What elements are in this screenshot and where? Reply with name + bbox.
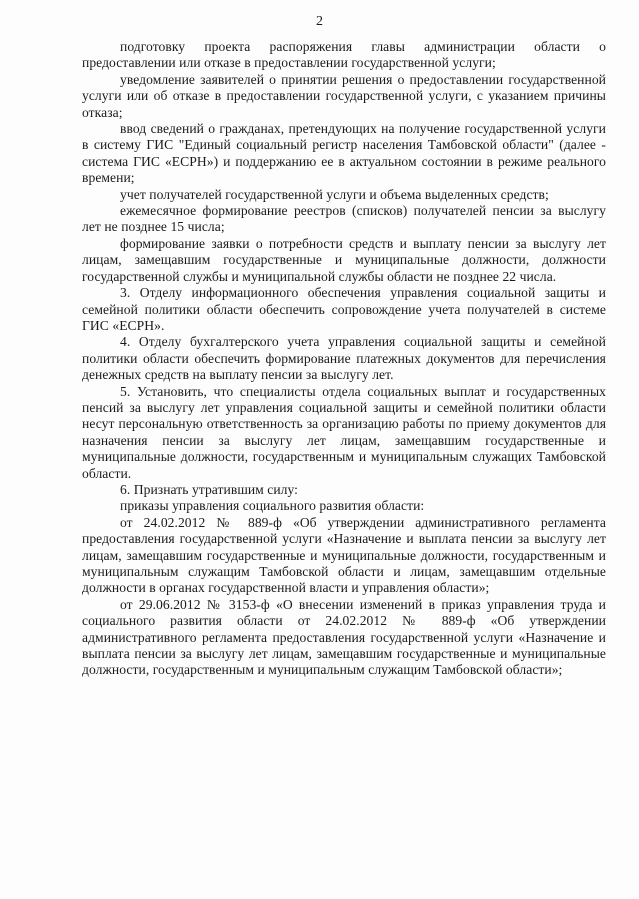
paragraph-item-4: 4. Отделу бухгалтерского учета управления социальной защиты и семейной политики области обеспечить формирование платежных документов для перечисления денежных средств на выплату пенсии за выслугу лет. xyxy=(82,334,606,383)
paragraph-item-3: 3. Отделу информационного обеспечения управления социальной защиты и семейной политики области обеспечить сопровождение учета получателей в системе ГИС «ЕСРН». xyxy=(82,285,606,333)
paragraph-draft-order: подготовку проекта распоряжения главы администрации области о предоставлении или отказе в предоставлении государственной услуги; xyxy=(82,39,606,71)
paragraph-gis-input: ввод сведений о гражданах, претендующих на получение государственной услуги в систему ГИС "Единый социальный регистр населения Тамбовской области" (далее - система ГИС «ЕСРН») и поддержанию ее в актуальном состоянии в режиме реального времени; xyxy=(82,121,606,186)
paragraph-notify-applicants: уведомление заявителей о принятии решения о предоставлении государственной услуги или об отказе в предоставлении государственной услуги, с указанием причины отказа; xyxy=(82,71,606,120)
paragraph-recipients-accounting: учет получателей государственной услуги и объема выделенных средств; xyxy=(120,186,549,202)
paragraph-item-6: 6. Признать утратившим силу: xyxy=(120,481,298,497)
paragraph-order-3153: от 29.06.2012 № 3153-ф «О внесении изменений в приказ управления труда и социального развития области от 24.02.2012 № 889-ф «Об утверждении административного регламента предоставления государственной услуги «Назначение и выплата пенсии за выслугу лет лицам, замещавшим государственные и муниципальные должности, государственным и муниципальным служащим Тамбовской области»; xyxy=(82,596,606,678)
paragraph-monthly-registers: ежемесячное формирование реестров (списков) получателей пенсии за выслугу лет не позднее 15 числа; xyxy=(82,203,606,235)
page-number: 2 xyxy=(316,14,323,29)
paragraph-orders-intro: приказы управления социального развития области: xyxy=(120,498,425,514)
paragraph-item-5: 5. Установить, что специалисты отдела социальных выплат и государственных пенсий за выслугу лет управления социальной защиты и семейной политики области несут персональную ответственность за организацию работы по приему документов для назначения пенсии за выслугу лет лицам, замещавшим государственные и муниципальные должности, государственным и муниципальным служащих Тамбовской области. xyxy=(82,383,606,481)
paragraph-funding-request: формирование заявки о потребности средств и выплату пенсии за выслугу лет лицам, замещавшим государственные и муниципальные должности, должности государственной службы и муниципальной службы области не позднее 22 числа. xyxy=(82,235,606,284)
paragraph-order-889: от 24.02.2012 № 889-ф «Об утверждении административного регламента предоставления государственной услуги «Назначение и выплата пенсии за выслугу лет лицам, замещавшим государственные и муниципальные должности, государственным и муниципальным служащим Тамбовской области и лицам, замещавшим отдельные должности в органах государственной власти и управления области»; xyxy=(82,514,606,596)
document-body xyxy=(82,39,606,679)
